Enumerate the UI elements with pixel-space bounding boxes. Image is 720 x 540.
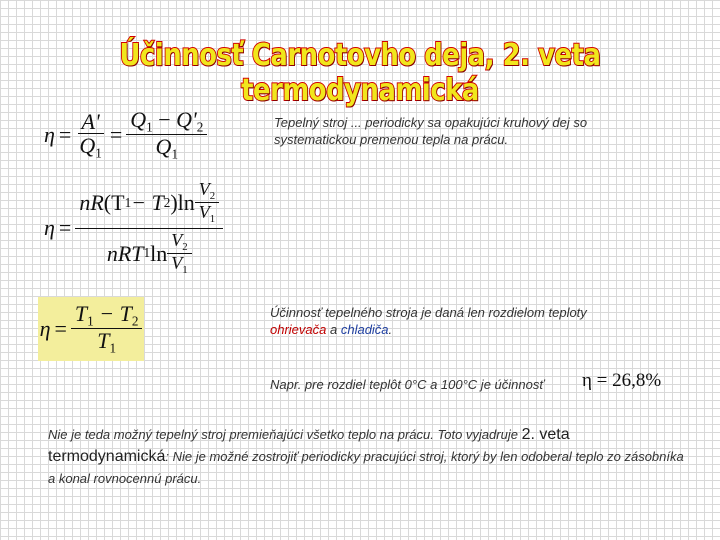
heat-engine-definition: Tepelný stroj ... periodicky sa opakujúci kruhový dej so systematickou premenou tepla na prácu.	[274, 115, 588, 147]
example-statement: Napr. pre rozdiel teplôt 0°C a 100°C je účinnosť	[270, 377, 544, 392]
efficiency-statement: Účinnosť tepelného stroja je daná len rozdielom teploty ohrievača a chladiča.	[270, 305, 587, 337]
fraction-gas-work: nR (T 1 − T 2 ) ln $\frac{V_2}{V_1}$ nRT 1 ln $\frac{V_2}{V_1}$	[75, 180, 223, 276]
page-title: Účinnosť Carnotovho deja, 2. veta termodynamická	[119, 38, 601, 108]
eta-symbol: η	[39, 316, 51, 341]
fraction-temperatures: $\frac{T_1 - T_2}{T_1}$	[71, 302, 143, 357]
second-law-paragraph: Nie je teda možný tepelný stroj premieňajúci všetko teplo na prácu. Toto vyjadruje 2. veta termodynamická: Nie je možné zostrojiť periodicky pracujúci stroj, ktorý by len odoberal teplo zo zásobníka a konal rovnocennú prácu.	[48, 426, 684, 486]
fraction-heat-difference: $\frac{Q_1 - Q'_2}{Q_1}$	[126, 108, 207, 163]
second-law-name: 2. veta termodynamická	[48, 426, 570, 465]
eta-symbol: η	[44, 215, 55, 241]
carnot-efficiency-formula: η = $\frac{T_1 - T_2}{T_1}$	[38, 297, 144, 361]
example-efficiency-value: η = 26,8%	[582, 370, 662, 391]
heater-term: ohrievača	[270, 322, 327, 337]
cooler-term: chladiča	[340, 322, 389, 337]
eta-symbol: η	[44, 122, 55, 148]
efficiency-formula-work: η = $\frac{A'}{Q_1}$ = $\frac{Q_1 - Q'_2}{Q_1}$	[44, 108, 207, 163]
fraction-work-heat: $\frac{A'}{Q_1}$	[79, 108, 102, 161]
efficiency-formula-gas: η = nR (T 1 − T 2 ) ln $\frac{V_2}{V_1}$ nRT 1 ln $\frac{V_2}{V_1}$	[44, 180, 223, 276]
